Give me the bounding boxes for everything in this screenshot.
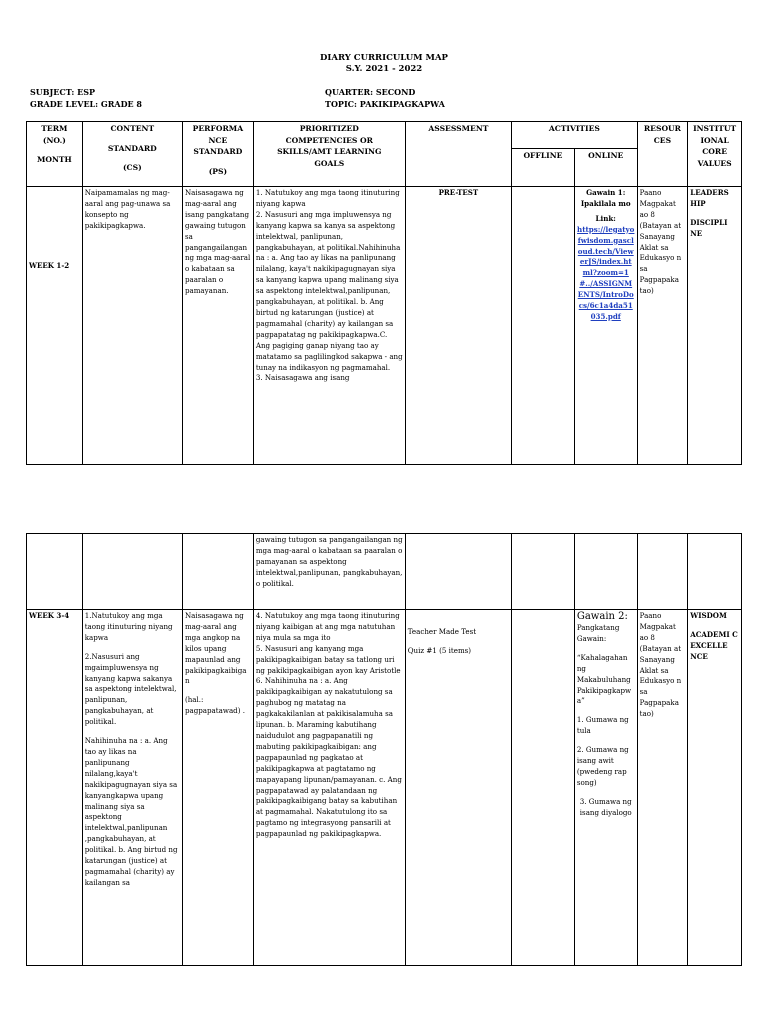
competency-4: 4. Natutukoy ang mga taong itinuturing niyang kaibigan at ang mga natutuhan niya mula sa mga ito: [255, 611, 400, 642]
assignment-link[interactable]: https://legatyofwisdom.gascloud.tech/ViewerJS/index.html?zoom=1#../ASSIGNMENTS/IntroDocs/6c1a4da51035.pdf: [577, 224, 635, 321]
value-academic-excellence: ACADEMI C EXCELLE NCE: [690, 629, 738, 661]
school-year: S.Y. 2021 - 2022: [345, 64, 423, 74]
curriculum-table-page-2: [26, 533, 742, 966]
header-competencies: PRIORITIZED COMPETENCIES OR SKILLS/AMT LEARNING GOALS: [253, 122, 405, 187]
document-title: DIARY CURRICULUM MAP: [320, 53, 448, 63]
grade-level-label: GRADE LEVEL: GRADE 8: [30, 99, 142, 109]
header-activities: ACTIVITIES: [512, 122, 638, 149]
quarter-label: QUARTER: SECOND: [325, 87, 416, 97]
continued-offline-cell: [512, 534, 575, 610]
offline-activity-cell: [512, 187, 575, 465]
content-standard-cell-2: 1.Natutukoy ang mga taong itinuturing niyang kapwa 2.Nasusuri ang mgaimpluwensya ng kanyang kapwa sakanya sa aspektong intelektwal, panlipunan, pangkabuhayan, at politikal. Nahihinuha na : a. Ang tao ay likas na panlipunang nilalang,kaya't nakikipagugnayan siya sa kanyangkapwa upang malinang siya sa aspektong intelektwal,panlipunan ,pangkabuhayan, at politikal. b. Ang birtud ng katarungan (justice) at pagmamahal (charity) ay kailangan sa: [82, 610, 182, 966]
online-activity-cell-2: Gawain 2: Pangkatang Gawain: “Kahalagahan ng Makabuluhang Pakikipagkapwa” 1. Gumawa ng tula 2. Gumawa ng isang awit (pwedeng rap song) 3. Gumawa ng isang diyalogo: [574, 610, 637, 966]
header-assessment: ASSESSMENT: [405, 122, 511, 187]
competency-6: 6. Nahihinuha na : a. Ang pakikipagkaibigan ay nakatutulong sa paghubog ng matatag na pagkakakilanlan at pakikisalamuha sa lipunan. b. Maraming kabutihang naidudulot ang pagpapanatili ng mabuting pakikipagkaibigan: ang pagpapaunlad ng pagkatao at pakikipagkapwa at pagtatamo ng mapayapang lipunan/pamayanan. c. Ang pagpapatawad ay palatandaan ng pakikipagkaibigang batay sa kabutihan at pagmamahal. Nakatutulong ito sa pagtamo ng integrasyong pansarili at pagpapaunlad ng pakikipagkapwa.: [255, 676, 402, 839]
resources-cell-2: Paano Magpakat ao 8 (Batayan at Sanayang Aklat sa Edukasyo n sa Pagpapaka tao): [637, 610, 688, 966]
continued-values-cell: [688, 534, 742, 610]
online-activity-cell: [574, 187, 637, 465]
competency-3: 3. Naisasagawa ang isang: [255, 373, 350, 383]
assessment-cell-2: Teacher Made Test Quiz #1 (5 items): [405, 610, 511, 966]
value-discipline: DISCIPLI NE: [690, 217, 728, 238]
continued-resources-cell: [637, 534, 688, 610]
assessment-pre-test: PRE-TEST: [405, 187, 511, 465]
online-activity-title: Gawain 1: Ipakilala mo: [580, 188, 631, 208]
continued-content-cell: [82, 534, 182, 610]
core-values-cell-2: [688, 610, 742, 966]
continued-online-cell: [574, 534, 637, 610]
performance-standard-cell: Naisasagawa ng mag-aaral ang isang pangkatang gawaing tutugon sa pangangailangan ng mga mag-aaral o kabataan sa paaralan o pamayanan.: [182, 187, 253, 465]
competency-5: 5. Nasusuri ang kanyang mga pakikipagkaibigan batay sa tatlong uri ng pakikipagkaibigan ayon kay Aristotle: [255, 643, 401, 675]
subject-label: SUBJECT: ESP: [30, 87, 96, 97]
resources-cell: Paano Magpakat ao 8 (Batayan at Sanayang Aklat sa Edukasyo n sa Pagpapaka tao): [637, 187, 688, 465]
online-activity-title-2: Gawain 2:: [576, 611, 628, 622]
continued-competency-cell: gawaing tutugon sa pangangailangan ng mga mag-aaral o kabataan sa paaralan o pamayanan sa aspektong intelektwal,panlipunan, pangkabuhayan, o politikal.: [253, 534, 405, 610]
competencies-cell: [253, 187, 405, 465]
continued-assessment-cell: [405, 534, 511, 610]
content-standard-cell: Naipamamalas ng mag-aaral ang pag-unawa sa konsepto ng pakikipagkapwa.: [82, 187, 182, 465]
topic-label: TOPIC: PAKIKIPAGKAPWA: [325, 99, 445, 109]
term-week-1-2: WEEK 1-2: [27, 187, 83, 465]
value-wisdom: WISDOM: [690, 611, 727, 620]
header-term: TERM (NO.) MONTH: [27, 122, 83, 187]
continued-term-cell: [27, 534, 83, 610]
competency-1: 1. Natutukoy ang mga taong itinuturing niyang kapwa: [255, 188, 400, 208]
continued-performance-cell: [182, 534, 253, 610]
header-online: ONLINE: [574, 149, 637, 187]
header-resources: RESOUR CES: [637, 122, 688, 187]
curriculum-table-page-1: [26, 121, 742, 465]
competencies-cell-2: [253, 610, 405, 966]
competency-2: 2. Nasusuri ang mga impluwensya ng kanyang kapwa sa kanya sa aspektong intelektwal, panlipunan, pangkabuhayan, at politikal.Nahihinuha na : a. Ang tao ay likas na panlipunang nilalang, kaya't nakikipagugnayan siya sa kanyang kapwa upang malinang siya sa aspektong intelektwal,panlipunan, pangkabuhayan, at politikal. b. Ang birtud ng katarungan (justice) at pagmamahal (charity) ay kailangan sa pagpapatatag ng pakikipagkapwa.C. Ang pagiging ganap niyang tao ay matatamo sa paglilingkod sakapwa - ang tunay na indikasyon ng pagmamahal.: [255, 209, 403, 372]
header-core-values: INSTITUT IONAL CORE VALUES: [688, 122, 742, 187]
performance-standard-cell-2: Naisasagawa ng mag-aaral ang mga angkop na kilos upang mapaunlad ang pakikipagkaibigan (hal.: pagpapatawad) .: [182, 610, 253, 966]
header-performance-standard: PERFORMA NCE STANDARD (PS): [182, 122, 253, 187]
online-link-label: Link:: [595, 213, 616, 223]
header-content-standard: CONTENT STANDARD (CS): [82, 122, 182, 187]
core-values-cell: [688, 187, 742, 465]
header-offline: OFFLINE: [512, 149, 575, 187]
offline-activity-cell-2: [512, 610, 575, 966]
term-week-3-4: WEEK 3-4: [27, 610, 83, 966]
value-leadership: LEADERS HIP: [690, 188, 729, 208]
